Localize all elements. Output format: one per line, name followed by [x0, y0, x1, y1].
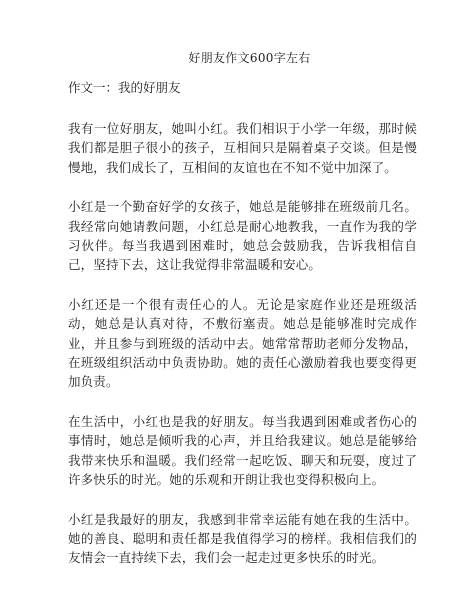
- paragraph-3: 小红还是一个很有责任心的人。无论是家庭作业还是班级活动，她总是认真对待，不敷衍塞责。她总是能够准时完成作业，并且参与到班级的活动中去。她常常帮助老师分发物品，在班级组织活动中负责协助。她的责任心激励着我也要变得更加负责。: [68, 296, 417, 390]
- paragraph-2: 小红是一个勤奋好学的女孩子，她总是能够排在班级前几名。我经常向她请教问题，小红总是耐心地教我，一直作为我的学习伙伴。每当我遇到困难时，她总会鼓励我，告诉我相信自己，坚持下去，这让我觉得非常温暖和安心。: [68, 199, 417, 273]
- section-title: 作文一：我的好朋友: [68, 80, 181, 95]
- paragraph-4: 在生活中，小红也是我的好朋友。每当我遇到困难或者伤心的事情时，她总是倾听我的心声，并且给我建议。她总是能够给我带来快乐和温暖。我们经常一起吃饭、聊天和玩耍，度过了许多快乐的时光。她的乐观和开朗让我也变得积极向上。: [68, 413, 417, 488]
- document-title: 好朋友作文600字左右: [188, 51, 311, 65]
- paragraph-5: 小红是我最好的朋友，我感到非常幸运能有她在我的生活中。她的善良、聪明和责任都是我值得学习的榜样。我相信我们的友情会一直持续下去，我们会一起走过更多快乐的时光。: [68, 511, 417, 566]
- paragraph-1: 我有一位好朋友，她叫小红。我们相识于小学一年级，那时候我们都是胆子很小的孩子，互相间只是隔着桌子交谈。但是慢慢地，我们成长了，互相间的友谊也在不知不觉中加深了。: [68, 121, 417, 175]
